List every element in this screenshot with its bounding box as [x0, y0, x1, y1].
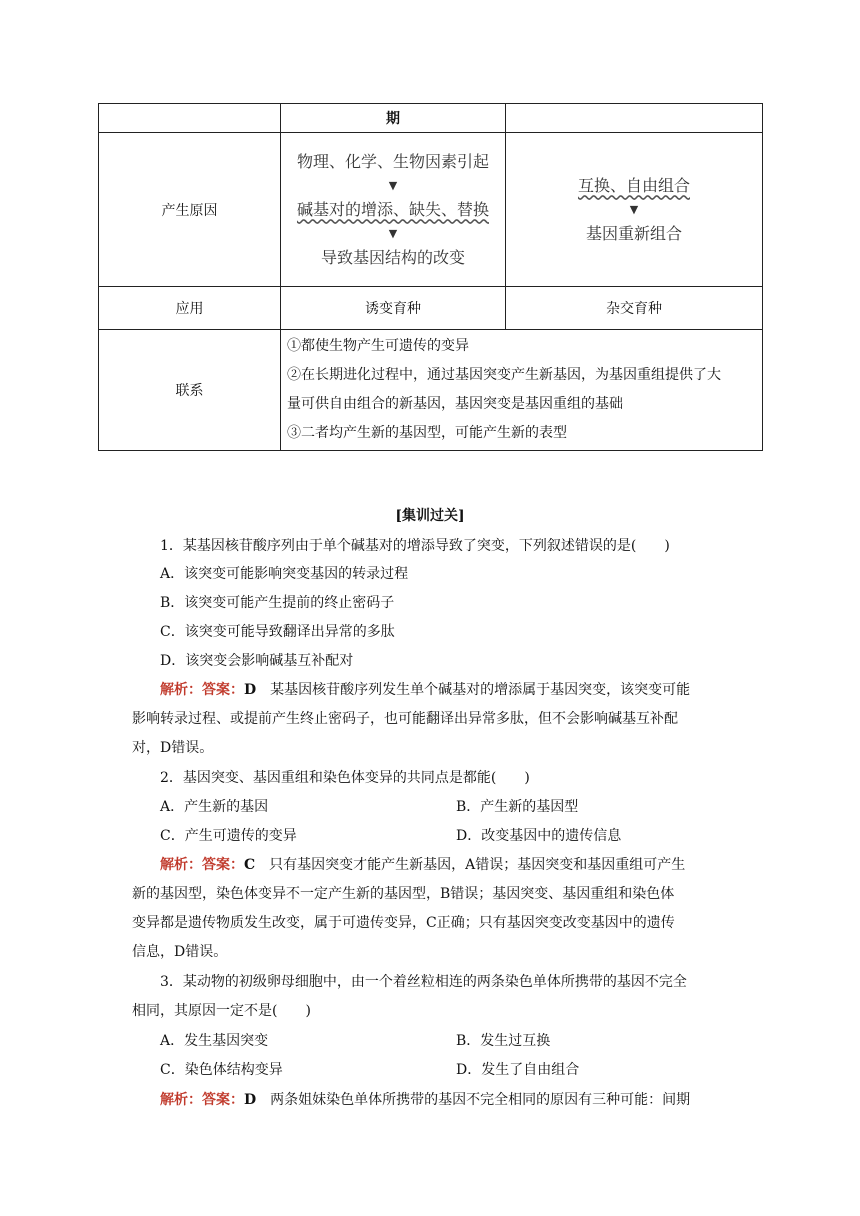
- question-stem: 相同，其原因一定不是( ): [132, 1003, 311, 1019]
- option: A．该突变可能影响突变基因的转录过程: [160, 566, 409, 582]
- recombination-cause-cell: [506, 133, 763, 287]
- flow-step: 互换、自由组合: [577, 175, 690, 195]
- analysis-line: 影响转录过程、或提前产生终止密码子，也可能翻译出异常多肽，但不会影响碱基互补配: [132, 711, 678, 727]
- mutation-cause-cell: [281, 133, 506, 287]
- question-stem: 3．某动物的初级卵母细胞中，由一个着丝粒相连的两条染色单体所携带的基因不完全: [160, 974, 687, 990]
- option: D．该突变会影响碱基互补配对: [160, 653, 354, 669]
- flow-step: 物理、化学、生物因素引起: [296, 151, 489, 171]
- option: B．产生新的基因型: [456, 799, 579, 815]
- comparison-table: [98, 103, 763, 451]
- recombination-application: 杂交育种: [506, 287, 763, 330]
- analysis-line: 对，D错误。: [132, 740, 214, 756]
- option: B．发生过互换: [456, 1033, 551, 1049]
- analysis-label: 解析：: [160, 857, 202, 873]
- table-row-cause: [99, 133, 763, 287]
- mutation-application: 诱变育种: [281, 287, 506, 330]
- analysis-line: 新的基因型，染色体变异不一定产生新的基因型，B错误；基因突变、基因重组和染色体: [132, 886, 675, 902]
- option: B．该突变可能产生提前的终止密码子: [160, 595, 395, 611]
- option: A．产生新的基因: [160, 799, 269, 815]
- analysis-line: [160, 854, 685, 874]
- analysis-line: 信息，D错误。: [132, 944, 228, 960]
- row-label-application: 应用: [99, 287, 281, 330]
- answer-value: C: [244, 857, 256, 873]
- table-cell: 期: [281, 104, 506, 133]
- row-label-cause: 产生原因: [99, 133, 281, 287]
- relation-item: ①都使生物产生可遗传的变异: [287, 338, 469, 354]
- analysis-text: 两条姐妹染色单体所携带的基因不完全相同的原因有三种可能：间期: [256, 1092, 691, 1108]
- flow-step: 基因重新组合: [585, 223, 682, 243]
- relation-item: 量可供自由组合的新基因，基因突变是基因重组的基础: [287, 396, 623, 412]
- analysis-label: 解析：: [160, 1092, 202, 1108]
- table-row: [99, 104, 763, 133]
- analysis-text: 某基因核苷酸序列发生单个碱基对的增添属于基因突变，该突变可能: [256, 682, 691, 698]
- table-row-relation: [99, 330, 763, 451]
- relation-item: ③二者均产生新的基因型，可能产生新的表型: [287, 425, 567, 441]
- arrow-down-icon: ▼: [388, 226, 398, 240]
- relation-cell: [281, 330, 763, 451]
- answer-value: D: [244, 1092, 257, 1108]
- option: A．发生基因突变: [160, 1033, 269, 1049]
- flow-step: 碱基对的增添、缺失、替换: [296, 199, 489, 219]
- analysis-text: 只有基因突变才能产生新基因，A错误；基因突变和基因重组可产生: [255, 857, 686, 873]
- table-row-application: [99, 287, 763, 330]
- question-stem: 2．基因突变、基因重组和染色体变异的共同点是都能( ): [160, 770, 530, 786]
- section-title: [集训过关]: [395, 508, 465, 524]
- table-cell: [99, 104, 281, 133]
- row-label-relation: 联系: [99, 330, 281, 451]
- option: D．改变基因中的遗传信息: [456, 828, 622, 844]
- answer-label: 答案：: [202, 1092, 244, 1108]
- analysis-line: 变异都是遗传物质发生改变，属于可遗传变异，C正确；只有基因突变改变基因中的遗传: [132, 915, 675, 931]
- answer-label: 答案：: [202, 857, 244, 873]
- answer-label: 答案：: [202, 682, 244, 698]
- recombination-flow-diagram: [512, 175, 756, 245]
- answer-value: D: [244, 682, 257, 698]
- table-cell: [506, 104, 763, 133]
- option: C．该突变可能导致翻译出异常的多肽: [160, 624, 395, 640]
- analysis-label: 解析：: [160, 682, 202, 698]
- arrow-down-icon: ▼: [629, 202, 639, 216]
- option: C．产生可遗传的变异: [160, 828, 297, 844]
- option: D．发生了自由组合: [456, 1062, 580, 1078]
- analysis-line: [160, 1089, 690, 1109]
- flow-step: 导致基因结构的改变: [320, 247, 465, 267]
- arrow-down-icon: ▼: [388, 178, 398, 192]
- analysis-line: [160, 679, 690, 699]
- relation-item: ②在长期进化过程中，通过基因突变产生新基因，为基因重组提供了大: [287, 367, 721, 383]
- question-stem: 1．某基因核苷酸序列由于单个碱基对的增添导致了突变，下列叙述错误的是( ): [160, 538, 670, 554]
- mutation-flow-diagram: [287, 151, 499, 269]
- option: C．染色体结构变异: [160, 1062, 283, 1078]
